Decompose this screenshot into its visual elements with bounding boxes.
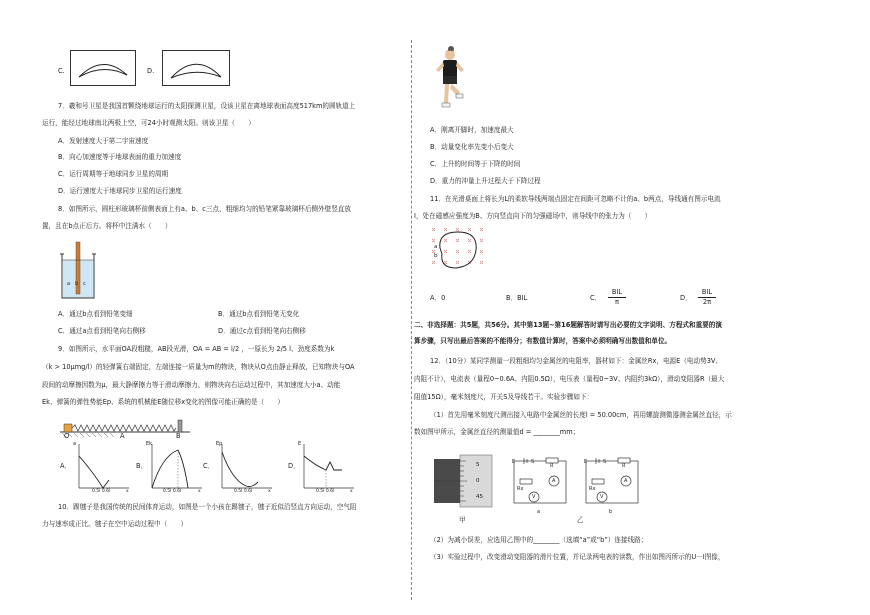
circuit-a-voltmeter: V [532, 494, 536, 500]
q7-stem-line-2: 运行，能经过地球南北两极上空，可24小时观测太阳。则该卫星（ ） [42, 119, 255, 127]
q11-option-d-denominator: 2π [702, 298, 712, 306]
q12-line-6: （2）为减小误差，应选用乙图中的________（选填“a”或“b”）连接线路； [430, 536, 648, 544]
q8-label-b: b [75, 281, 79, 287]
q8-option-a: A．通过b点看到铅笔变细 [58, 310, 133, 318]
q11-option-c-prefix: C． [590, 294, 602, 302]
q12-line-3: 阻值15Ω），毫米刻度尺，开关S及导线若干。实验步骤如下： [414, 393, 594, 401]
circuit-b-label-e: E [584, 459, 588, 465]
circuit-a-label-s: S [531, 459, 535, 465]
q11-magnetic-field-figure [430, 226, 486, 274]
circuit-a-ammeter: A [552, 478, 556, 484]
circuit-a-figure [510, 455, 570, 507]
q11-option-b: B．BIL [506, 294, 528, 302]
q6-option-d-figure [162, 50, 230, 86]
q11-stem-line-2: I，处在磁感应强度为B、方向竖直向下的匀强磁场中，则导线中的张力为（ ） [414, 212, 652, 220]
micrometer-figure [434, 455, 494, 507]
circuit-b-ammeter: A [624, 478, 628, 484]
circuit-a-label-rx: Rx [517, 486, 524, 492]
q12-line-2: 内阻不计），电流表（量程0~0.6A、内阻0.5Ω），电压表（量程0~3V、内阻约3kΩ），滑动变阻器R（最大 [414, 375, 725, 383]
q9-graph-a-ylabel: a [73, 441, 77, 447]
q9-graph-b-ylabel: Ek [146, 441, 153, 447]
q9-graph-b-xlabel: x [198, 489, 201, 494]
circuit-a-label-e: E [512, 459, 516, 465]
q10-stem-line-1: 10．踢毽子是我国传统的民间体育运动，如图是一个小孩在踢毽子，毽子近似沿竖直方向运动，空气阻 [58, 503, 357, 511]
q9-graph-d [300, 442, 355, 490]
q9-label-o: O [64, 432, 70, 440]
q6-option-d-label: D. [147, 67, 155, 75]
q8-option-d: D．通过c点看到铅笔向右侧移 [218, 327, 306, 335]
q9-spring-figure [60, 418, 190, 440]
q9-graph-d-ylabel: E [298, 441, 302, 447]
figure-yi-caption: 乙 [577, 516, 584, 524]
micrometer-tick-45: 45 [476, 494, 483, 500]
q9-graph-b-ticks: 0.5l 0.6l [163, 489, 182, 494]
q9-stem-line-4: Ek、弹簧的弹性势能Ep、系统的机械能E随位移x变化的图像可能正确的是（ ） [42, 398, 284, 406]
circuit-a-caption: a [537, 509, 541, 515]
q12-line-7: （3）实验过程中，改变滑动变阻器的滑片位置，并记录两电表的读数，作出如图丙所示的U－I图像， [430, 553, 725, 561]
q7-stem-line-1: 7．羲和号卫星是我国首颗绕地球运行的太阳探测卫星，设该卫星在离地球表面高度517km的圆轨道上 [58, 102, 356, 110]
q10-option-b: B．动量变化率先变小后变大 [430, 143, 514, 151]
q9-stem-line-1: 9．如图所示，水平面OA段粗糙，AB段光滑，OA = AB = l/2 ，一原长为 2/5 l、劲度系数为k [58, 345, 335, 353]
q11-option-c-numerator: BIL [608, 288, 626, 298]
q9-label-a: A [120, 432, 125, 440]
circuit-b-label-rx: Rx [589, 486, 596, 492]
q12-line-4: （1）首先用毫米刻度尺测出接入电路中金属丝的长度l = 50.00cm，再用螺旋测微器测金属丝直径，示 [430, 411, 732, 419]
q12-line-1: 12．（10分）某同学测量一段粗细均匀金属丝的电阻率，器材如下：金属丝Rx，电源E（电动势3V、 [430, 357, 722, 365]
q10-option-d: D．重力的冲量上升过程大于下降过程 [430, 177, 541, 185]
q9-label-b: B [176, 432, 181, 440]
circuit-b-figure [582, 455, 642, 507]
q9-graph-c-ticks: 0.5l 0.6l [234, 489, 253, 494]
micrometer-tick-5: 5 [476, 462, 480, 468]
q11-stem-line-1: 11．在光滑桌面上将长为L的柔软导线两端点固定在间距可忽略不计的a、b两点，导线通有图示电流 [430, 195, 721, 203]
section2-heading-line-2: 算步骤，只写出最后答案的不能得分；有数值计算时，答案中必须明确写出数值和单位。 [414, 337, 672, 345]
q9-stem-line-2: （k > 10μmg/l）的轻弹簧右端固定，左端连接一质量为m的物块，物块从O点由静止释放，已知物块与OA [42, 363, 355, 371]
section2-heading-line-1: 二、非选择题：共5题，共56分。其中第13题~第16题解答时请写出必要的文字说明、方程式和重要的演 [414, 321, 722, 329]
q8-stem-line-2: 置，且在b点正后方。将杯中注满水（ ） [42, 222, 172, 230]
q9-graph-b [148, 442, 203, 490]
circuit-a-label-r: R [550, 463, 554, 469]
q8-label-c: c [83, 281, 86, 287]
q9-graph-a-xlabel: x [126, 489, 129, 494]
q7-option-b: B．向心加速度等于地球表面的重力加速度 [58, 153, 182, 161]
q12-line-5: 数如图甲所示，金属丝直径的测量值d = ________mm； [414, 428, 580, 436]
q7-option-a: A．发射速度大于第二宇宙速度 [58, 137, 149, 145]
q9-graph-a-letter: A． [60, 462, 72, 470]
q11-label-a: a [434, 244, 438, 250]
q8-option-c: C．通过a点看到铅笔向右侧移 [58, 327, 146, 335]
circuit-b-label-r: R [622, 463, 626, 469]
circuit-b-caption: b [609, 509, 613, 515]
q8-beaker-figure [60, 242, 100, 302]
q9-graph-c-xlabel: x [268, 489, 271, 494]
figure-jia-caption: 甲 [459, 516, 466, 524]
q8-label-a: a [67, 281, 71, 287]
q11-option-d-numerator: BIL [698, 288, 716, 298]
q9-graph-d-letter: D． [288, 462, 300, 470]
q9-graph-b-letter: B． [136, 462, 148, 470]
circuit-b-voltmeter: V [600, 494, 604, 500]
q10-option-c: C．上升的时间等于下降的时间 [430, 160, 521, 168]
q11-option-d-prefix: D． [680, 294, 692, 302]
q8-option-b: B．通过b点看到铅笔无变化 [218, 310, 300, 318]
q10-option-a: A．刚离开脚时，加速度最大 [430, 126, 514, 134]
shuttlecock-player-image [430, 44, 470, 116]
q6-option-c-label: C. [58, 67, 65, 75]
q11-option-a: A．0 [430, 294, 446, 302]
q6-option-c-figure [70, 50, 136, 86]
micrometer-tick-0: 0 [476, 478, 480, 484]
column-divider [411, 40, 412, 600]
q9-graph-d-ticks: 0.5l 0.6l [316, 489, 335, 494]
q7-option-c: C．运行周期等于地球同步卫星的周期 [58, 170, 169, 178]
q9-graph-a-ticks: 0.5l 0.6l [92, 489, 111, 494]
q9-graph-c-ylabel: Ep [216, 441, 223, 447]
circuit-b-label-s: S [603, 459, 607, 465]
q11-option-c-denominator: π [615, 298, 619, 306]
q9-graph-c [218, 442, 273, 490]
q9-graph-d-xlabel: x [350, 489, 353, 494]
q9-stem-line-3: 段间的动摩擦因数为μ，最大静摩擦力等于滑动摩擦力，则物块向右运动过程中，其加速度大小a、动能 [42, 381, 341, 389]
q9-graph-a [75, 442, 130, 490]
q10-stem-line-2: 力与速率成正比。毽子在空中运动过程中（ ） [42, 520, 188, 528]
q11-label-b: b [434, 253, 438, 259]
q9-graph-c-letter: C． [203, 462, 215, 470]
q8-stem-line-1: 8．如图所示，圆柱形玻璃杯前侧表面上有a、b、c三点，粗细均匀的铅笔紧靠玻璃杯后侧外壁竖直放 [58, 205, 351, 213]
q7-option-d: D．运行速度大于地球同步卫星的运行速度 [58, 187, 182, 195]
